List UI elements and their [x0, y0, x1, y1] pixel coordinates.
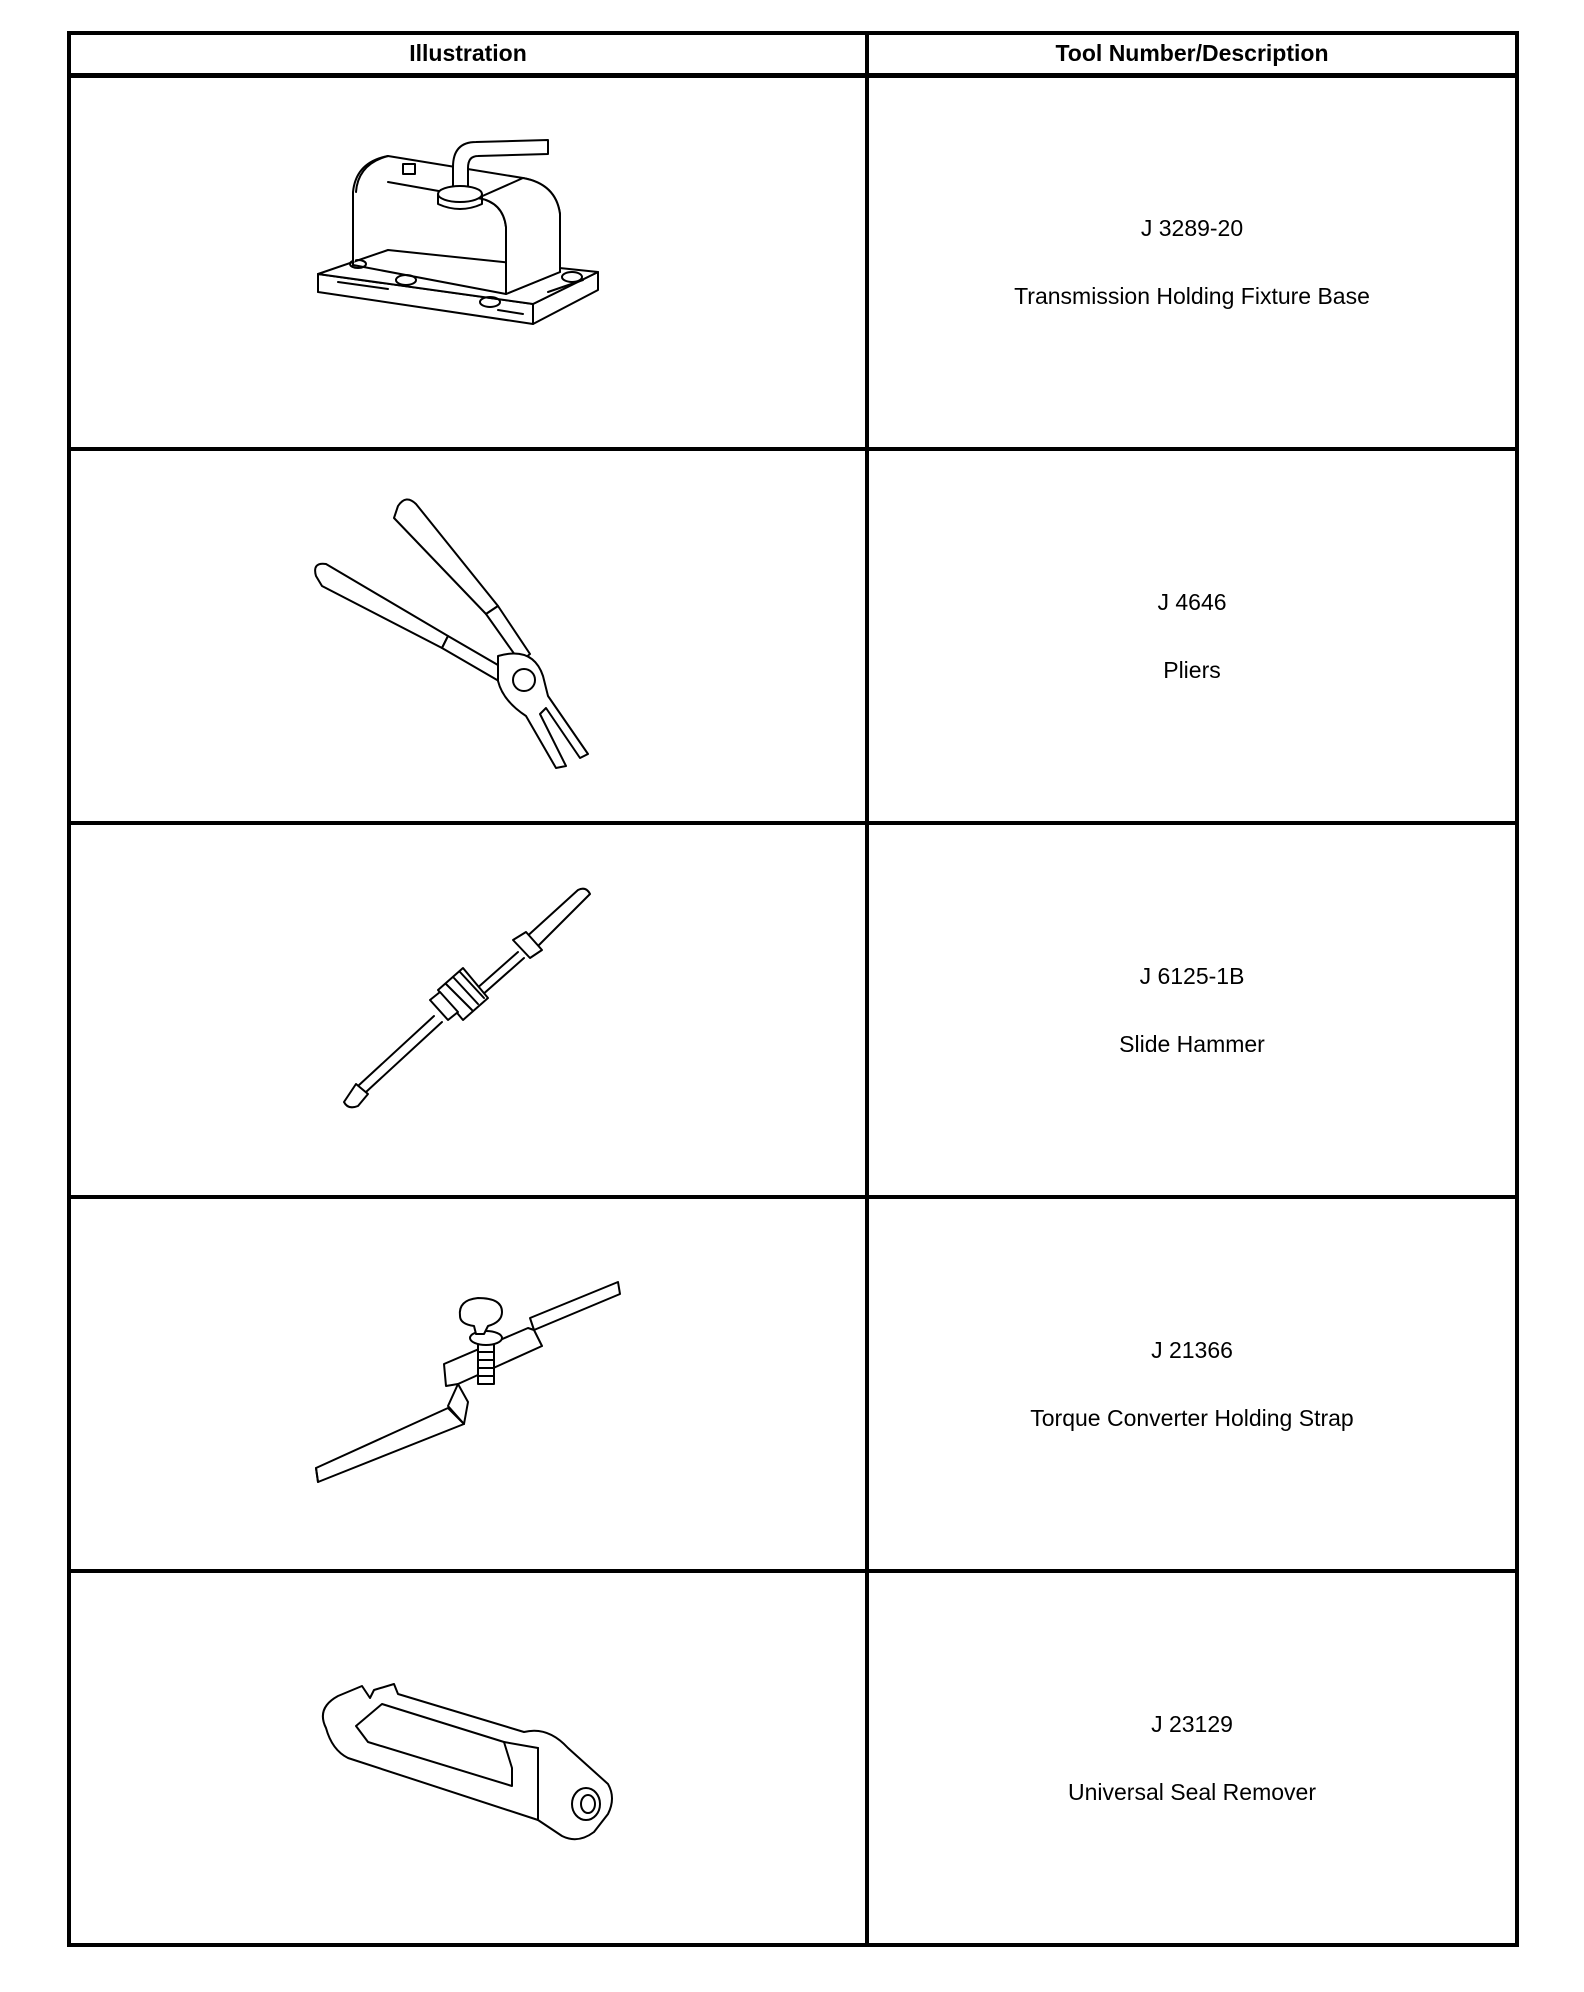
table-row — [69, 1571, 1517, 1945]
illustration-cell — [69, 1571, 867, 1945]
torque-converter-holding-strap-icon — [298, 1254, 638, 1514]
tool-description: Torque Converter Holding Strap — [1030, 1405, 1354, 1431]
illustration-cell — [69, 823, 867, 1197]
illustration-cell — [69, 449, 867, 823]
description-cell — [867, 449, 1517, 823]
transmission-holding-fixture-base-icon — [298, 132, 638, 392]
tool-description: Pliers — [1163, 657, 1221, 683]
table-row — [69, 75, 1517, 449]
table-row — [69, 449, 1517, 823]
tool-number: J 6125-1B — [1139, 963, 1245, 989]
illustration-cell — [69, 75, 867, 449]
tool-description: Transmission Holding Fixture Base — [1014, 283, 1370, 310]
table-row — [69, 1197, 1517, 1571]
description-cell — [867, 1571, 1517, 1945]
tool-number: J 4646 — [1157, 589, 1227, 615]
description-cell — [867, 1197, 1517, 1571]
tool-number: J 23129 — [1151, 1711, 1233, 1737]
tool-number: J 3289-20 — [1140, 215, 1244, 242]
table-header-row — [69, 33, 1517, 75]
table-row — [69, 823, 1517, 1197]
tool-description: Universal Seal Remover — [1068, 1779, 1316, 1805]
header-tool-number-description: Tool Number/Description — [867, 33, 1517, 75]
tool-number: J 21366 — [1151, 1337, 1233, 1363]
universal-seal-remover-icon — [298, 1638, 638, 1878]
header-illustration: Illustration — [69, 33, 867, 75]
tool-description: Slide Hammer — [1119, 1031, 1265, 1057]
description-cell — [867, 75, 1517, 449]
special-tools-table — [67, 31, 1519, 1947]
illustration-cell — [69, 1197, 867, 1571]
description-cell — [867, 823, 1517, 1197]
pliers-icon — [298, 486, 638, 786]
slide-hammer-icon — [318, 880, 618, 1140]
